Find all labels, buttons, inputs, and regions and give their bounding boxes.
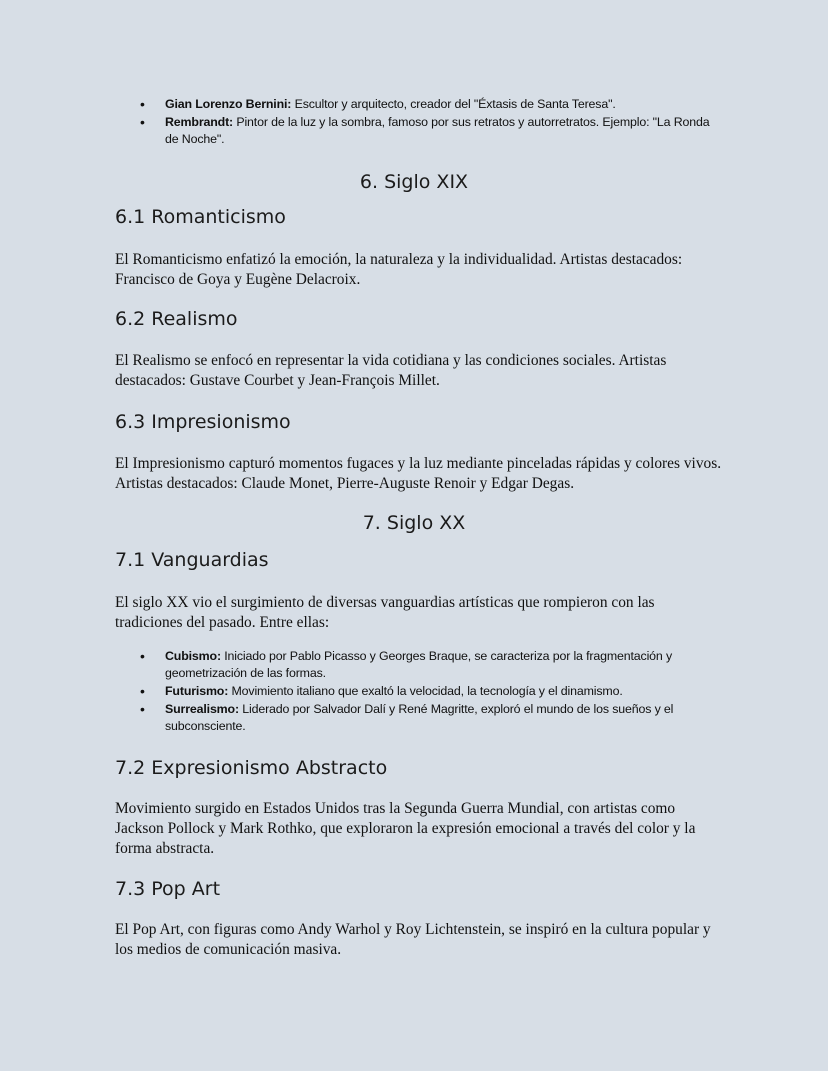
list-item-text: Escultor y arquitecto, creador del "Éxtasis de Santa Teresa". <box>291 97 616 111</box>
heading-romanticismo: 6.1 Romanticismo <box>115 206 286 228</box>
list-item-text: Iniciado por Pablo Picasso y Georges Braque, se caracteriza por la fragmentación y geometrización de las formas. <box>165 649 672 680</box>
heading-realismo: 6.2 Realismo <box>115 308 238 330</box>
list-item <box>0 683 828 700</box>
paragraph-romanticismo: El Romanticismo enfatizó la emoción, la naturaleza y la individualidad. Artistas destacados: Francisco de Goya y Eugène Delacroix. <box>115 251 683 288</box>
paragraph-vanguardias: El siglo XX vio el surgimiento de diversas vanguardias artísticas que rompieron con las tradiciones del pasado. Entre ellas: <box>115 594 655 631</box>
list-item-term: Cubismo: <box>165 649 221 663</box>
section-title-siglo-xx: 7. Siglo XX <box>362 512 466 534</box>
baroque-artists-list <box>0 96 828 149</box>
list-item <box>0 96 828 113</box>
list-item <box>0 114 828 148</box>
list-item-term: Rembrandt: <box>165 115 234 129</box>
list-item-text: Movimiento italiano que exaltó la velocidad, la tecnología y el dinamismo. <box>228 684 623 698</box>
heading-pop-art: 7.3 Pop Art <box>115 878 221 900</box>
section-title-siglo-xix: 6. Siglo XIX <box>359 171 469 193</box>
list-item <box>0 701 828 735</box>
paragraph-impresionismo: El Impresionismo capturó momentos fugaces y la luz mediante pinceladas rápidas y colores vivos. Artistas destacados: Claude Monet, Pierre-Auguste Renoir y Edgar Degas. <box>115 455 722 492</box>
list-item <box>0 648 828 682</box>
vanguardias-list <box>0 648 828 736</box>
list-item-term: Gian Lorenzo Bernini: <box>165 97 292 111</box>
heading-expresionismo-abstracto: 7.2 Expresionismo Abstracto <box>115 757 388 779</box>
paragraph-pop-art: El Pop Art, con figuras como Andy Warhol y Roy Lichtenstein, se inspiró en la cultura popular y los medios de comunicación masiva. <box>115 921 711 958</box>
list-item-text: Liderado por Salvador Dalí y René Magritte, exploró el mundo de los sueños y el subconsciente. <box>165 702 674 733</box>
list-item-term: Futurismo: <box>165 684 229 698</box>
list-item-term: Surrealismo: <box>165 702 239 716</box>
paragraph-realismo: El Realismo se enfocó en representar la vida cotidiana y las condiciones sociales. Artistas destacados: Gustave Courbet y Jean-François Millet. <box>115 352 667 389</box>
heading-vanguardias: 7.1 Vanguardias <box>115 549 269 571</box>
heading-impresionismo: 6.3 Impresionismo <box>115 411 291 433</box>
paragraph-expresionismo-abstracto: Movimiento surgido en Estados Unidos tras la Segunda Guerra Mundial, con artistas como Jackson Pollock y Mark Rothko, que exploraron la expresión emocional a través del color y la forma abstracta. <box>115 800 696 857</box>
list-item-text: Pintor de la luz y la sombra, famoso por sus retratos y autorretratos. Ejemplo: "La Ronda de Noche". <box>165 115 710 146</box>
